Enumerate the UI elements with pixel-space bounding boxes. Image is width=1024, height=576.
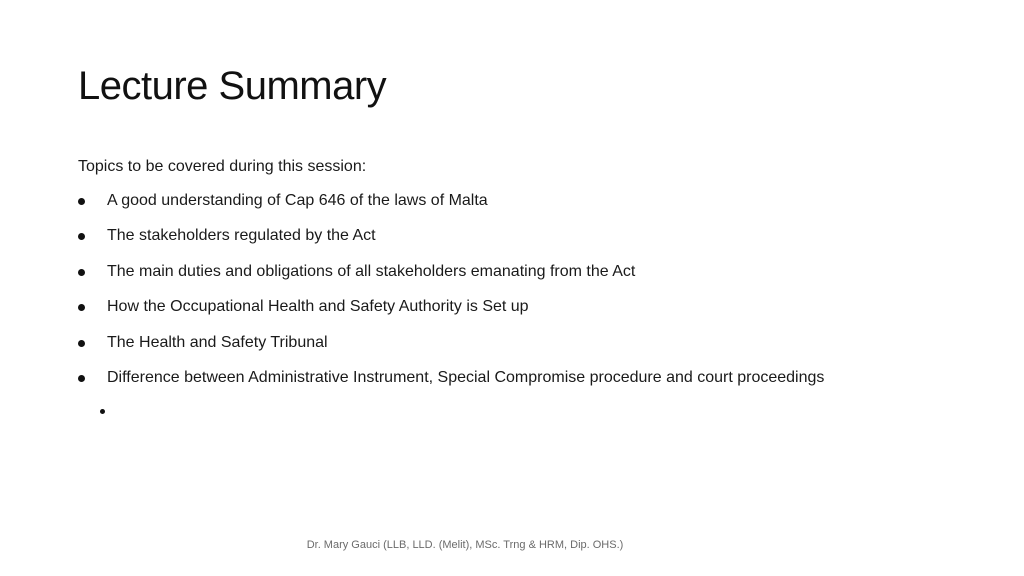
list-item: [78, 332, 998, 367]
list-item-text: Difference between Administrative Instrument, Special Compromise procedure and court proceedings: [107, 368, 825, 386]
topic-list: [78, 190, 998, 402]
bullet-icon: [78, 198, 85, 205]
list-item: [78, 367, 998, 402]
list-item: [78, 225, 998, 260]
slide-title: Lecture Summary: [78, 64, 387, 108]
list-item: [78, 296, 998, 331]
list-item: [78, 261, 998, 296]
list-item-text: A good understanding of Cap 646 of the laws of Malta: [107, 192, 488, 209]
empty-bullet-icon: [100, 409, 105, 414]
bullet-icon: [78, 304, 85, 311]
list-item-text: The Health and Safety Tribunal: [107, 333, 328, 351]
bullet-icon: [78, 340, 85, 347]
list-item-text: How the Occupational Health and Safety Authority is Set up: [107, 298, 529, 316]
list-item-text: The stakeholders regulated by the Act: [107, 227, 376, 245]
list-item: [78, 190, 998, 225]
bullet-icon: [78, 233, 85, 240]
bullet-icon: [78, 269, 85, 276]
footer-credit: Dr. Mary Gauci (LLB, LLD. (Melit), MSc. Trng & HRM, Dip. OHS.): [306, 539, 624, 551]
bullet-icon: [78, 375, 85, 382]
intro-text: Topics to be covered during this session:: [78, 158, 367, 175]
list-item-text: The main duties and obligations of all stakeholders emanating from the Act: [107, 262, 636, 280]
